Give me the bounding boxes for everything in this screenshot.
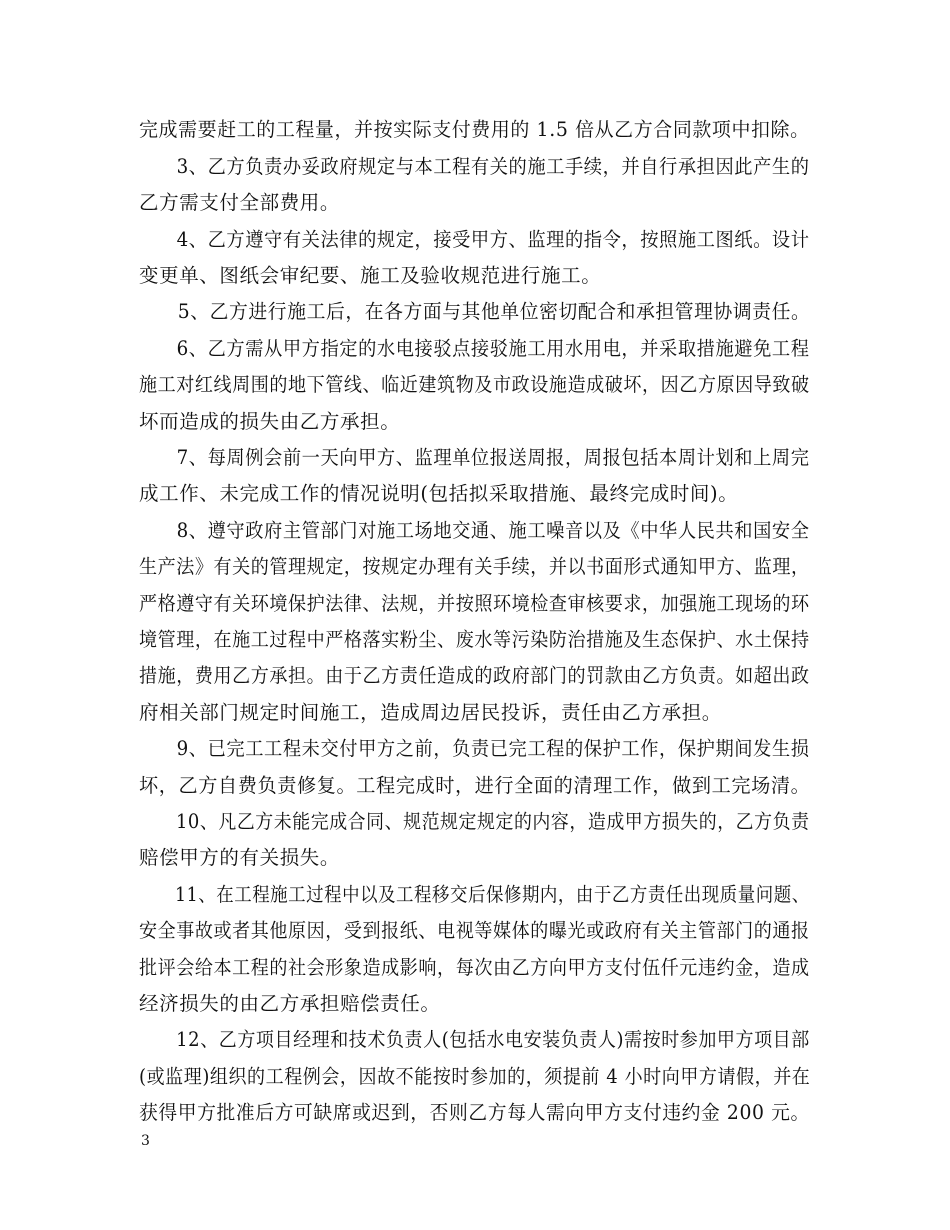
- text-line: 境管理，在施工过程中严格落实粉尘、废水等污染防治措施及生态保护、水土保持: [139, 628, 810, 651]
- text-line: 措施，费用乙方承担。由于乙方责任造成的政府部门的罚款由乙方负责。如超出政: [139, 664, 810, 687]
- text-line: 府相关部门规定时间施工，造成周边居民投诉，责任由乙方承担。: [139, 701, 722, 724]
- text-line: 5、乙方进行施工后，在各方面与其他单位密切配合和承担管理协调责任。: [139, 300, 811, 323]
- text-line: 坏，乙方自费负责修复。工程完成时，进行全面的清理工作，做到工完场清。: [139, 774, 811, 797]
- text-line: 赔偿甲方的有关损失。: [139, 846, 341, 869]
- text-line: 成工作、未完成工作的情况说明(包括拟采取措施、最终完成时间)。: [139, 482, 739, 505]
- text-line: (或监理)组织的工程例会，因故不能按时参加的，须提前 4 小时向甲方请假，并在: [139, 1065, 811, 1088]
- text-line: 生产法》有关的管理规定，按规定办理有关手续，并以书面形式通知甲方、监理，: [139, 555, 810, 578]
- text-line: 4、乙方遵守有关法律的规定，接受甲方、监理的指令，按照施工图纸。设计: [139, 228, 810, 251]
- text-line: 经济损失的由乙方承担赔偿责任。: [139, 992, 441, 1015]
- text-line: 6、乙方需从甲方指定的水电接驳点接驳施工用水用电，并采取措施避免工程: [139, 337, 810, 360]
- text-line: 10、凡乙方未能完成合同、规范规定规定的内容，造成甲方损失的，乙方负责: [139, 810, 810, 833]
- text-line: 9、已完工工程未交付甲方之前，负责已完工程的保护工作，保护期间发生损: [139, 737, 810, 760]
- text-line: 安全事故或者其他原因，受到报纸、电视等媒体的曝光或政府有关主管部门的通报: [139, 919, 810, 942]
- text-line: 完成需要赶工的工程量，并按实际支付费用的 1.5 倍从乙方合同款项中扣除。: [139, 118, 810, 141]
- text-line: 坏而造成的损失由乙方承担。: [139, 410, 401, 433]
- text-line: 3、乙方负责办妥政府规定与本工程有关的施工手续，并自行承担因此产生的: [139, 155, 810, 178]
- text-line: 施工对红线周围的地下管线、临近建筑物及市政设施造成破坏，因乙方原因导致破: [139, 373, 810, 396]
- text-line: 乙方需支付全部费用。: [139, 191, 341, 214]
- text-line: 11、在工程施工过程中以及工程移交后保修期内，由于乙方责任出现质量问题、: [139, 883, 810, 906]
- text-line: 获得甲方批准后方可缺席或迟到，否则乙方每人需向甲方支付违约金 200 元。: [139, 1101, 810, 1124]
- text-line: 批评会给本工程的社会形象造成影响，每次由乙方向甲方支付伍仟元违约金，造成: [139, 956, 810, 979]
- text-line: 12、乙方项目经理和技术负责人(包括水电安装负责人)需按时参加甲方项目部: [139, 1028, 810, 1051]
- text-line: 严格遵守有关环境保护法律、法规，并按照环境检查审核要求，加强施工现场的环: [139, 592, 810, 615]
- text-line: 8、遵守政府主管部门对施工场地交通、施工噪音以及《中华人民共和国安全: [139, 519, 810, 542]
- page-number: 3: [141, 1133, 150, 1149]
- text-line: 变更单、图纸会审纪要、施工及验收规范进行施工。: [139, 264, 602, 287]
- text-line: 7、每周例会前一天向甲方、监理单位报送周报，周报包括本周计划和上周完: [139, 446, 810, 469]
